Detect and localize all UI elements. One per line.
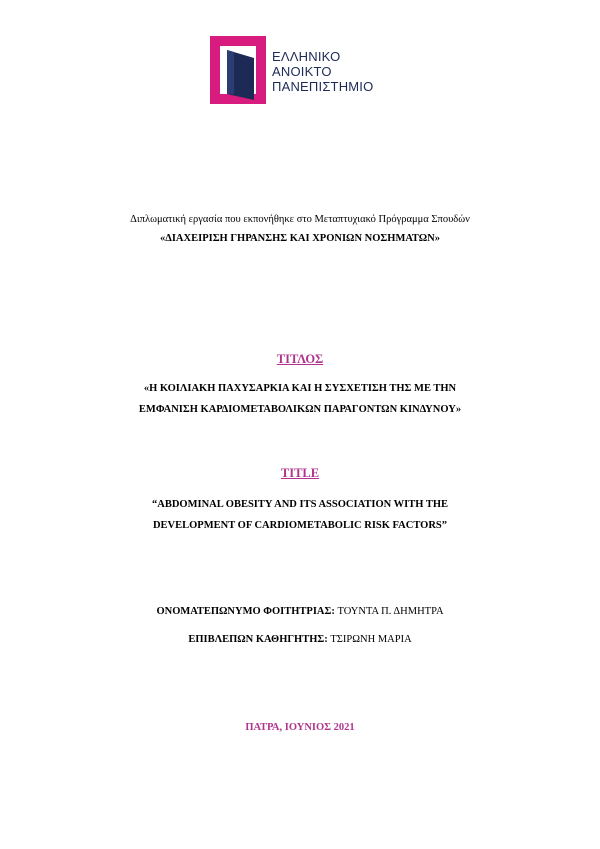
english-title-heading: TITLE bbox=[280, 466, 320, 480]
english-title-line-2: DEVELOPMENT OF CARDIOMETABOLIC RISK FACTORS” bbox=[152, 520, 448, 531]
program-name: «ΔΙΑΧΕΙΡΙΣΗ ΓΗΡΑΝΣΗΣ ΚΑΙ ΧΡΟΝΙΩΝ ΝΟΣΗΜΑΤΩΝ» bbox=[160, 233, 440, 244]
logo-line-1: ΕΛΛΗΝΙΚΟ bbox=[272, 49, 341, 64]
logo-line-3: ΠΑΝΕΠΙΣΤΗΜΙΟ bbox=[272, 79, 374, 94]
supervisor-name: ΤΣΙΡΩΝΗ ΜΑΡΙΑ bbox=[330, 634, 412, 645]
greek-title bbox=[0, 378, 600, 420]
greek-title-line-2: ΕΜΦΑΝΙΣΗ ΚΑΡΔΙΟΜΕΤΑΒΟΛΙΚΩΝ ΠΑΡΑΓΟΝΤΩΝ ΚΙΝΔΥΝΟΥ» bbox=[138, 404, 462, 415]
university-logo-mark bbox=[210, 36, 266, 104]
student-info bbox=[0, 606, 600, 617]
logo-line-2: ΑΝΟΙΚΤΟ bbox=[272, 64, 332, 79]
student-label: ΟΝΟΜΑΤΕΠΩΝΥΜΟ ΦΟΙΤΗΤΡΙΑΣ: bbox=[156, 606, 338, 617]
university-logo-text bbox=[272, 49, 373, 94]
greek-title-heading: ΤΙΤΛΟΣ bbox=[276, 352, 324, 366]
student-name: ΤΟΥΝΤΑ Π. ΔΗΜΗΤΡΑ bbox=[337, 606, 444, 617]
supervisor-label: ΕΠΙΒΛΕΠΩΝ ΚΑΘΗΓΗΤΗΣ: bbox=[188, 634, 331, 645]
greek-title-line-1: «Η ΚΟΙΛΙΑΚΗ ΠΑΧΥΣΑΡΚΙΑ ΚΑΙ Η ΣΥΣΧΕΤΙΣΗ ΤΗΣ ΜΕ ΤΗΝ bbox=[143, 383, 457, 394]
english-title bbox=[0, 494, 600, 536]
supervisor-info bbox=[0, 634, 600, 645]
english-title-line-1: “ABDOMINAL OBESITY AND ITS ASSOCIATION WITH THE bbox=[151, 499, 449, 510]
thesis-intro: Διπλωματική εργασία που εκπονήθηκε στο Μεταπτυχιακό Πρόγραμμα Σπουδών bbox=[130, 214, 470, 225]
place-date: ΠΑΤΡΑ, ΙΟΥΝΙΟΣ 2021 bbox=[245, 722, 355, 733]
university-logo bbox=[210, 36, 400, 106]
